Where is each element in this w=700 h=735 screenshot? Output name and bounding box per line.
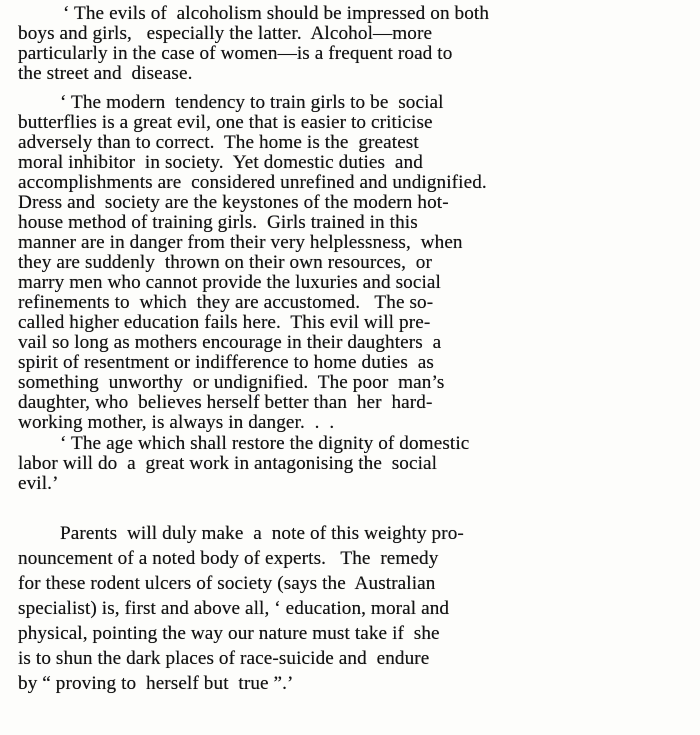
text-line: boys and girls, especially the latter. Alcohol—more <box>18 23 433 44</box>
text-line: accomplishments are considered unrefined and undignified. <box>18 172 487 193</box>
text-line: ‘ The age which shall restore the dignity of domestic <box>60 433 470 454</box>
text-line: butterflies is a great evil, one that is easier to criticise <box>18 112 433 133</box>
text-line: house method of training girls. Girls trained in this <box>18 212 418 233</box>
text-line: particularly in the case of women—is a frequent road to <box>18 43 453 64</box>
text-line: Dress and society are the keystones of the modern hot- <box>18 192 449 213</box>
text-line: specialist) is, first and above all, ‘ education, moral and <box>18 598 450 619</box>
text-line: adversely than to correct. The home is the greatest <box>18 132 419 153</box>
text-line: for these rodent ulcers of society (says the Australian <box>18 573 436 594</box>
text-line: evil.’ <box>18 473 59 494</box>
text-line: something unworthy or undignified. The poor man’s <box>18 372 445 393</box>
text-line: marry men who cannot provide the luxuries and social <box>18 272 441 293</box>
text-line: nouncement of a noted body of experts. The remedy <box>18 548 439 569</box>
text-line: moral inhibitor in society. Yet domestic duties and <box>18 152 423 173</box>
text-line: daughter, who believes herself better than her hard- <box>18 392 433 413</box>
text-line: called higher education fails here. This evil will pre- <box>18 312 431 333</box>
text-line: spirit of resentment or indifference to home duties as <box>18 352 434 373</box>
text-line: physical, pointing the way our nature must take if she <box>18 623 440 644</box>
text-line: is to shun the dark places of race-suicide and endure <box>18 648 430 669</box>
text-line: refinements to which they are accustomed. The so- <box>18 292 434 313</box>
text-line: ‘ The evils of alcoholism should be impressed on both <box>63 3 490 24</box>
text-line: vail so long as mothers encourage in their daughters a <box>18 332 442 353</box>
text-line: manner are in danger from their very helplessness, when <box>18 232 463 253</box>
text-line: by “ proving to herself but true ”.’ <box>18 673 294 694</box>
text-line: they are suddenly thrown on their own resources, or <box>18 252 432 273</box>
text-line: the street and disease. <box>18 63 193 84</box>
text-line: working mother, is always in danger. . . <box>18 412 335 433</box>
text-line: labor will do a great work in antagonising the social <box>18 453 438 474</box>
text-line: Parents will duly make a note of this weighty pro- <box>60 523 464 544</box>
text-line: ‘ The modern tendency to train girls to be social <box>60 92 444 113</box>
